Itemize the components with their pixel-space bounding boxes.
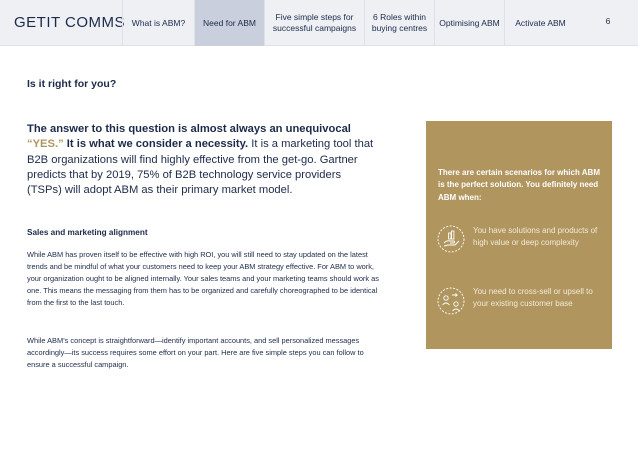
tab-label: Five simple steps for successful campaigns bbox=[272, 12, 357, 33]
lead-yes: “YES.” bbox=[27, 138, 64, 151]
tab-activate-abm[interactable] bbox=[504, 0, 576, 46]
body-paragraph-2: While ABM’s concept is straightforward—identify important accounts, and sell personalized messages accordingly—its success requires some effort on your part. Here are five simple steps you can follow to ensure a successful campaign. bbox=[27, 336, 364, 369]
hand-money-icon bbox=[436, 224, 466, 254]
tab-five-simple-steps[interactable] bbox=[264, 0, 364, 46]
lead-paragraph bbox=[27, 122, 377, 198]
panel-heading: There are certain scenarios for which ABM is the perfect solution. You definitely need ABM when: bbox=[438, 168, 600, 202]
tab-label: Activate ABM bbox=[515, 17, 566, 28]
top-navigation-bar bbox=[0, 0, 638, 46]
scenarios-panel bbox=[426, 121, 612, 349]
lead-intro: The answer to this question is almost always an unequivocal bbox=[27, 123, 351, 135]
brand-logo[interactable]: GETIT COMMS bbox=[14, 14, 126, 31]
tab-label: Need for ABM bbox=[203, 17, 256, 28]
lead-bold: It is what we consider a necessity. bbox=[66, 138, 249, 151]
tab-label: Optimising ABM bbox=[439, 17, 500, 28]
tab-label: What is ABM? bbox=[131, 17, 186, 28]
tab-optimising-abm[interactable] bbox=[434, 0, 504, 46]
people-exchange-icon bbox=[436, 286, 466, 316]
lead-rest: It is a marketing tool that B2B organizations will find highly effective from the get-go. Gartner predicts that by 2019, 75% of B2B technology service providers (TSPs) will adopt ABM as their primary market model. bbox=[27, 138, 374, 197]
tab-need-for-abm[interactable] bbox=[194, 0, 264, 46]
tab-what-is-abm[interactable] bbox=[122, 0, 194, 46]
scenario-item: You need to cross-sell or upsell to your existing customer base bbox=[473, 287, 593, 308]
body-paragraph-1: While ABM has proven itself to be effective with high ROI, you will still need to stay updated on the latest trends and be mindful of what your customers need to keep your ABM strategy effective. For ABM to work, your organization ought to be aligned internally. Your sales teams and your marketing teams should work as one. This means the messaging from them has to be organized and carefully choreographed to be identical from the first to the last touch. bbox=[27, 250, 379, 307]
tab-label: 6 Roles within buying centres bbox=[371, 12, 428, 33]
page-number: 6 bbox=[605, 16, 611, 26]
tab-six-roles[interactable] bbox=[364, 0, 434, 46]
section-title: Is it right for you? bbox=[27, 78, 117, 90]
scenario-item: You have solutions and products of high value or deep complexity bbox=[473, 226, 598, 247]
subsection-heading: Sales and marketing alignment bbox=[27, 228, 148, 237]
